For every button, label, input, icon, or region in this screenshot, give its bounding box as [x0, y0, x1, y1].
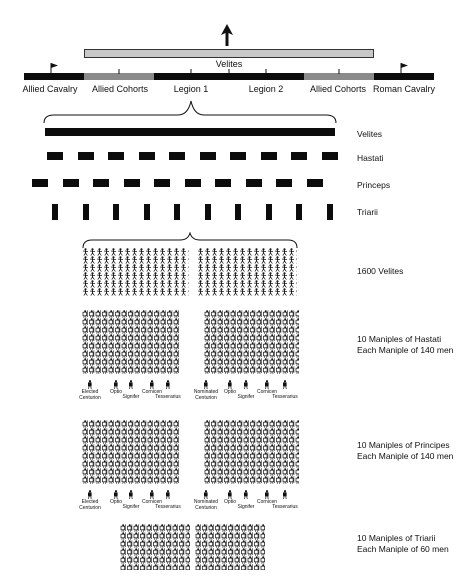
- maniple-block: [139, 152, 155, 160]
- soldier-pattern: [197, 248, 297, 296]
- flag-left-icon: [50, 63, 60, 74]
- officer-label: Tesserarius: [272, 504, 298, 510]
- maniple-block: [47, 152, 63, 160]
- maniple-block: [246, 179, 262, 187]
- hastati-detail-label-line1: 10 Maniples of Hastati: [357, 334, 442, 344]
- officer-figure-icon: [149, 380, 155, 389]
- officer-label: Cornicen: [141, 389, 163, 395]
- maniple-block: [144, 204, 150, 220]
- officer-label: Signifer: [122, 394, 140, 400]
- officer-label: Tesserarius: [155, 394, 181, 400]
- hastati-formation-label: Hastati: [357, 153, 384, 163]
- officer-figure-icon: [264, 490, 270, 499]
- officer-figure-icon: [128, 490, 134, 499]
- maniple-block: [296, 204, 302, 220]
- officer-label: Optio: [224, 499, 236, 505]
- velites-soldier-grid-right: [197, 248, 297, 296]
- maniple-block: [174, 204, 180, 220]
- officer-figure-icon: [87, 490, 93, 499]
- velites-screen-bar: [84, 49, 374, 58]
- officer-label: Centurion: [79, 504, 101, 511]
- maniple-block: [235, 204, 241, 220]
- principes-detail-label-line2: Each Maniple of 140 men: [357, 451, 454, 461]
- officer-figure-icon: [165, 490, 171, 499]
- officer-label: Optio: [224, 389, 236, 395]
- up-arrow-icon: [221, 24, 233, 46]
- maniple-block: [83, 204, 89, 220]
- officer-label: Cornicen: [256, 499, 278, 505]
- officer-label: Optio: [110, 389, 122, 395]
- maniple-block: [113, 204, 119, 220]
- officer-label: Elected: [81, 389, 99, 395]
- maniple-block: [78, 152, 94, 160]
- velites-formation-label: Velites: [357, 129, 383, 139]
- officer-figure-icon: [227, 490, 233, 499]
- velites-soldier-grid-left: [82, 248, 189, 296]
- officer-figure-icon: [203, 490, 209, 499]
- triarii-soldier-grid-left: [120, 524, 190, 570]
- velites-screen-label: Velites: [215, 59, 243, 69]
- unit-label-allied-cavalry: Allied Cavalry: [22, 84, 78, 94]
- maniple-block: [327, 204, 333, 220]
- maniple-block: [154, 179, 170, 187]
- soldier-pattern: [82, 420, 179, 484]
- maniple-block: [266, 204, 272, 220]
- officer-label: Signifer: [122, 504, 140, 510]
- maniple-block: [307, 179, 323, 187]
- officer-label: Centurion: [195, 504, 217, 511]
- maniple-block: [200, 152, 216, 160]
- officer-label: Optio: [110, 499, 122, 505]
- soldier-pattern: [204, 420, 299, 484]
- unit-label-roman-cavalry: Roman Cavalry: [372, 84, 436, 94]
- officer-figure-icon: [113, 380, 119, 389]
- princeps-formation-label: Princeps: [357, 180, 391, 190]
- triarii-formation-label: Triarii: [357, 207, 378, 217]
- soldier-pattern: [120, 524, 190, 570]
- principes-soldier-grid-right: [204, 420, 299, 484]
- maniple-block: [185, 179, 201, 187]
- hastati-detail-label-line2: Each Maniple of 140 men: [357, 345, 454, 355]
- officer-figure-icon: [243, 380, 249, 389]
- maniple-block: [169, 152, 185, 160]
- officer-label: Cornicen: [141, 499, 163, 505]
- maniple-block: [124, 179, 140, 187]
- officer-label: Tesserarius: [272, 394, 298, 400]
- officer-label: Nominated: [193, 389, 219, 395]
- velites-formation-bar: [45, 128, 335, 136]
- legion-brace: [40, 97, 340, 125]
- soldier-pattern: [195, 524, 265, 570]
- officer-figure-icon: [113, 490, 119, 499]
- triarii-detail-label-line1: 10 Maniples of Triarii: [357, 533, 436, 543]
- unit-label-legion-1: Legion 1: [173, 84, 209, 94]
- maniple-block: [261, 152, 277, 160]
- officer-label: Signifer: [237, 394, 255, 400]
- soldier-pattern: [204, 310, 299, 374]
- flag-right-icon: [400, 63, 410, 74]
- hastati-soldier-grid-left: [82, 310, 179, 374]
- unit-label-allied-cohorts-left: Allied Cohorts: [91, 84, 149, 94]
- officer-figure-icon: [87, 380, 93, 389]
- officer-figure-icon: [227, 380, 233, 389]
- principes-detail-label-line1: 10 Maniples of Principes: [357, 440, 450, 450]
- officer-figure-icon: [203, 380, 209, 389]
- hastati-soldier-grid-right: [204, 310, 299, 374]
- officer-label: Tesserarius: [155, 504, 181, 510]
- officer-label: Centurion: [195, 394, 217, 401]
- soldier-pattern: [82, 310, 179, 374]
- officer-figure-icon: [165, 380, 171, 389]
- maniple-block: [93, 179, 109, 187]
- officer-figure-icon: [282, 490, 288, 499]
- officer-label: Centurion: [79, 394, 101, 401]
- soldier-pattern: [82, 248, 189, 296]
- officer-figure-icon: [243, 490, 249, 499]
- unit-label-allied-cohorts-right: Allied Cohorts: [309, 84, 367, 94]
- maniple-block: [52, 204, 58, 220]
- officer-label: Signifer: [237, 504, 255, 510]
- maniple-block: [205, 204, 211, 220]
- velites-detail-label: 1600 Velites: [357, 266, 404, 276]
- maniple-block: [63, 179, 79, 187]
- officer-label: Nominated: [193, 499, 219, 505]
- maniple-block: [230, 152, 246, 160]
- maniple-block: [322, 152, 338, 160]
- maniple-block: [32, 179, 48, 187]
- officer-label: Elected: [81, 499, 99, 505]
- officer-figure-icon: [282, 380, 288, 389]
- maniple-block: [108, 152, 124, 160]
- unit-label-legion-2: Legion 2: [248, 84, 284, 94]
- maniple-block: [215, 179, 231, 187]
- officer-label: Cornicen: [256, 389, 278, 395]
- maniple-block: [291, 152, 307, 160]
- officer-figure-icon: [264, 380, 270, 389]
- triarii-detail-label-line2: Each Maniple of 60 men: [357, 544, 449, 554]
- officer-figure-icon: [149, 490, 155, 499]
- maniple-block: [276, 179, 292, 187]
- triarii-soldier-grid-right: [195, 524, 265, 570]
- officer-figure-icon: [128, 380, 134, 389]
- principes-soldier-grid-left: [82, 420, 179, 484]
